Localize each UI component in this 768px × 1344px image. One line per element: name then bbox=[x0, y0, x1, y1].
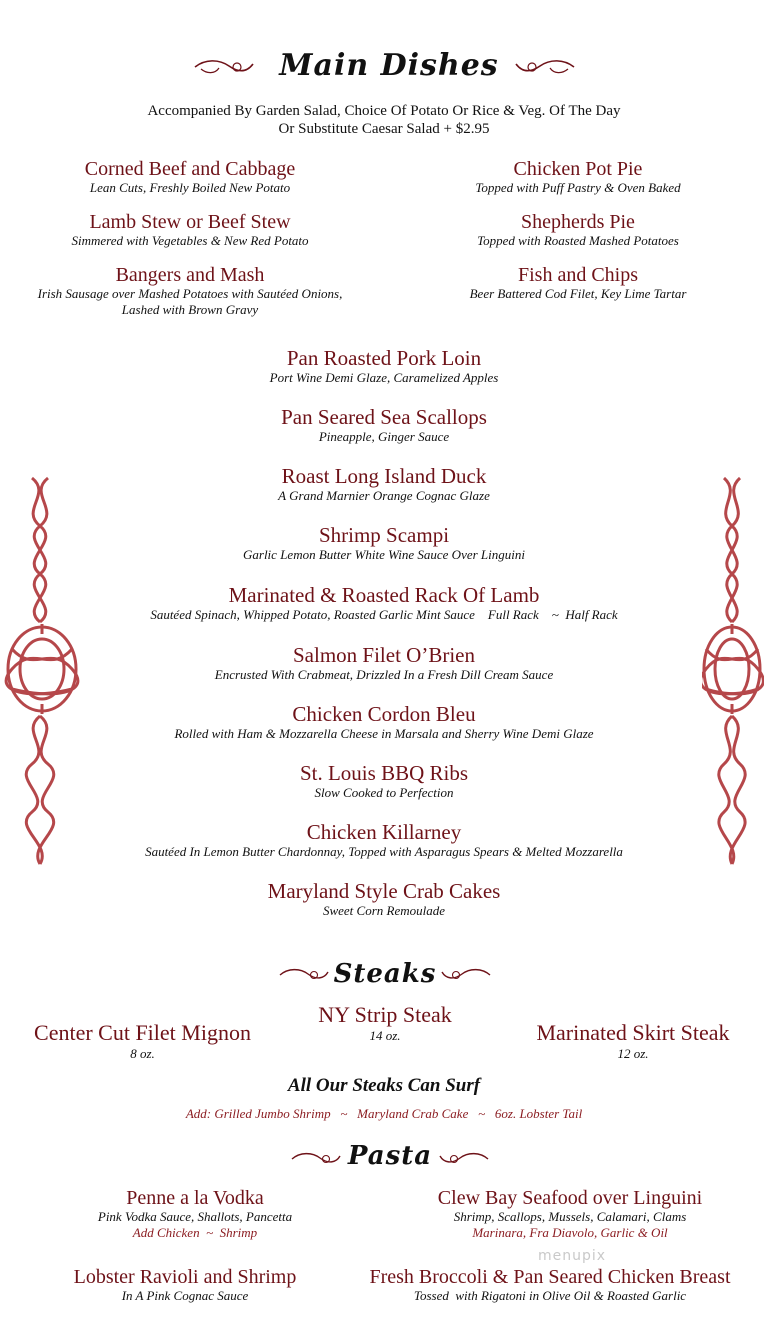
item-description: In A Pink Cognac Sauce bbox=[121, 1288, 249, 1303]
item-name: Penne a la Vodka bbox=[126, 1187, 264, 1209]
steak-item bbox=[5, 1020, 280, 1062]
pasta-item bbox=[350, 1266, 750, 1304]
swirl-ornament-left bbox=[278, 966, 330, 984]
item-name: Pan Roasted Pork Loin bbox=[286, 346, 482, 370]
item-name: St. Louis BBQ Ribs bbox=[299, 761, 469, 785]
item-sauce-options: Marinara, Fra Diavolo, Garlic & Oil bbox=[472, 1225, 668, 1240]
steak-item bbox=[285, 1002, 485, 1044]
swirl-ornament-left bbox=[290, 1150, 342, 1168]
item-description: Pink Vodka Sauce, Shallots, Pancetta bbox=[97, 1209, 293, 1224]
menu-item bbox=[10, 264, 370, 318]
item-name: Roast Long Island Duck bbox=[281, 464, 487, 488]
menu-item bbox=[84, 761, 684, 801]
item-description: Lean Cuts, Freshly Boiled New Potato bbox=[89, 180, 291, 195]
item-addons: Add Chicken ~ Shrimp bbox=[132, 1225, 258, 1240]
item-description: Simmered with Vegetables & New Red Potato bbox=[71, 233, 309, 248]
item-description: Port Wine Demi Glaze, Caramelized Apples bbox=[269, 370, 499, 385]
item-description: Beer Battered Cod Filet, Key Lime Tartar bbox=[469, 286, 687, 301]
menu-item bbox=[84, 346, 684, 386]
item-description: Tossed with Rigatoni in Olive Oil & Roasted Garlic bbox=[413, 1288, 687, 1303]
menu-item bbox=[84, 405, 684, 445]
pasta-item bbox=[380, 1187, 760, 1241]
note-line-2: Or Substitute Caesar Salad + $2.95 bbox=[278, 121, 490, 137]
menu-item bbox=[10, 211, 370, 249]
steak-item bbox=[498, 1020, 768, 1062]
item-name: Corned Beef and Cabbage bbox=[84, 158, 296, 180]
item-description: Shrimp, Scallops, Mussels, Calamari, Clams bbox=[453, 1209, 687, 1224]
item-description: Pineapple, Ginger Sauce bbox=[318, 429, 450, 444]
item-description: A Grand Marnier Orange Cognac Glaze bbox=[278, 488, 490, 503]
pasta-item bbox=[20, 1187, 370, 1241]
menu-item bbox=[84, 583, 684, 623]
swirl-ornament-right bbox=[438, 1150, 490, 1168]
menu-item bbox=[398, 211, 758, 249]
item-name: Bangers and Mash bbox=[115, 264, 265, 286]
steak-size: 12 oz. bbox=[617, 1046, 649, 1061]
celtic-knot-right-ornament bbox=[702, 474, 764, 868]
item-description: Topped with Roasted Mashed Potatoes bbox=[477, 233, 679, 248]
menu-item bbox=[10, 158, 370, 196]
surf-options: Add: Grilled Jumbo Shrimp ~ Maryland Crab Cake ~ 6oz. Lobster Tail bbox=[185, 1106, 583, 1121]
surf-title: All Our Steaks Can Surf bbox=[287, 1075, 481, 1096]
item-name: Maryland Style Crab Cakes bbox=[267, 879, 501, 903]
steaks-title: Steaks bbox=[333, 959, 437, 989]
item-name: Lobster Ravioli and Shrimp bbox=[73, 1266, 297, 1288]
swirl-ornament-right bbox=[440, 966, 492, 984]
main-dishes-title: Main Dishes bbox=[279, 48, 499, 83]
menu-item bbox=[84, 464, 684, 504]
item-name: Chicken Pot Pie bbox=[513, 158, 643, 180]
item-name: Clew Bay Seafood over Linguini bbox=[437, 1187, 703, 1209]
pasta-item bbox=[20, 1266, 350, 1304]
item-description: Rolled with Ham & Mozzarella Cheese in Marsala and Sherry Wine Demi Glaze bbox=[174, 726, 594, 741]
item-description-line-2: Lashed with Brown Gravy bbox=[121, 302, 259, 317]
item-description: Encrusted With Crabmeat, Drizzled In a Fresh Dill Cream Sauce bbox=[214, 667, 554, 682]
menu-item bbox=[84, 879, 684, 919]
item-description: Sautéed In Lemon Butter Chardonnay, Topped with Asparagus Spears & Melted Mozzarella bbox=[145, 844, 623, 859]
menu-item bbox=[84, 702, 684, 742]
item-name: Fresh Broccoli & Pan Seared Chicken Breast bbox=[369, 1266, 731, 1288]
steak-size: 8 oz. bbox=[130, 1046, 155, 1061]
item-description: Topped with Puff Pastry & Oven Baked bbox=[475, 180, 681, 195]
swirl-ornament-right bbox=[514, 56, 576, 78]
item-name: NY Strip Steak bbox=[318, 1002, 452, 1027]
pasta-title: Pasta bbox=[347, 1141, 433, 1171]
item-name: Center Cut Filet Mignon bbox=[34, 1020, 251, 1045]
item-description: Irish Sausage over Mashed Potatoes with Sautéed Onions, bbox=[37, 286, 343, 301]
item-name: Shrimp Scampi bbox=[318, 523, 450, 547]
item-name: Shepherds Pie bbox=[521, 211, 635, 233]
menu-item bbox=[398, 158, 758, 196]
item-name: Marinated & Roasted Rack Of Lamb bbox=[228, 583, 540, 607]
item-name: Pan Seared Sea Scallops bbox=[281, 405, 487, 429]
note-line-1: Accompanied By Garden Salad, Choice Of Potato Or Rice & Veg. Of The Day bbox=[147, 103, 621, 119]
item-name: Chicken Killarney bbox=[306, 820, 462, 844]
menu-item bbox=[64, 820, 704, 860]
menu-item bbox=[84, 523, 684, 563]
menu-item bbox=[398, 264, 758, 302]
item-name: Lamb Stew or Beef Stew bbox=[89, 211, 291, 233]
steak-size: 14 oz. bbox=[369, 1028, 401, 1043]
item-name: Marinated Skirt Steak bbox=[536, 1020, 730, 1045]
accompaniment-note bbox=[84, 102, 684, 138]
item-name: Salmon Filet O’Brien bbox=[293, 643, 475, 667]
item-description: Slow Cooked to Perfection bbox=[314, 785, 454, 800]
item-name: Chicken Cordon Bleu bbox=[292, 702, 476, 726]
item-description: Sautéed Spinach, Whipped Potato, Roasted Garlic Mint Sauce Full Rack ~ Half Rack bbox=[150, 607, 618, 622]
item-description: Sweet Corn Remoulade bbox=[322, 903, 446, 918]
swirl-ornament-left bbox=[193, 56, 255, 78]
celtic-knot-left-ornament bbox=[4, 474, 80, 868]
item-name: Fish and Chips bbox=[517, 264, 639, 286]
menu-item bbox=[84, 643, 684, 683]
watermark: menupix bbox=[538, 1248, 607, 1264]
item-description: Garlic Lemon Butter White Wine Sauce Over Linguini bbox=[243, 547, 525, 562]
